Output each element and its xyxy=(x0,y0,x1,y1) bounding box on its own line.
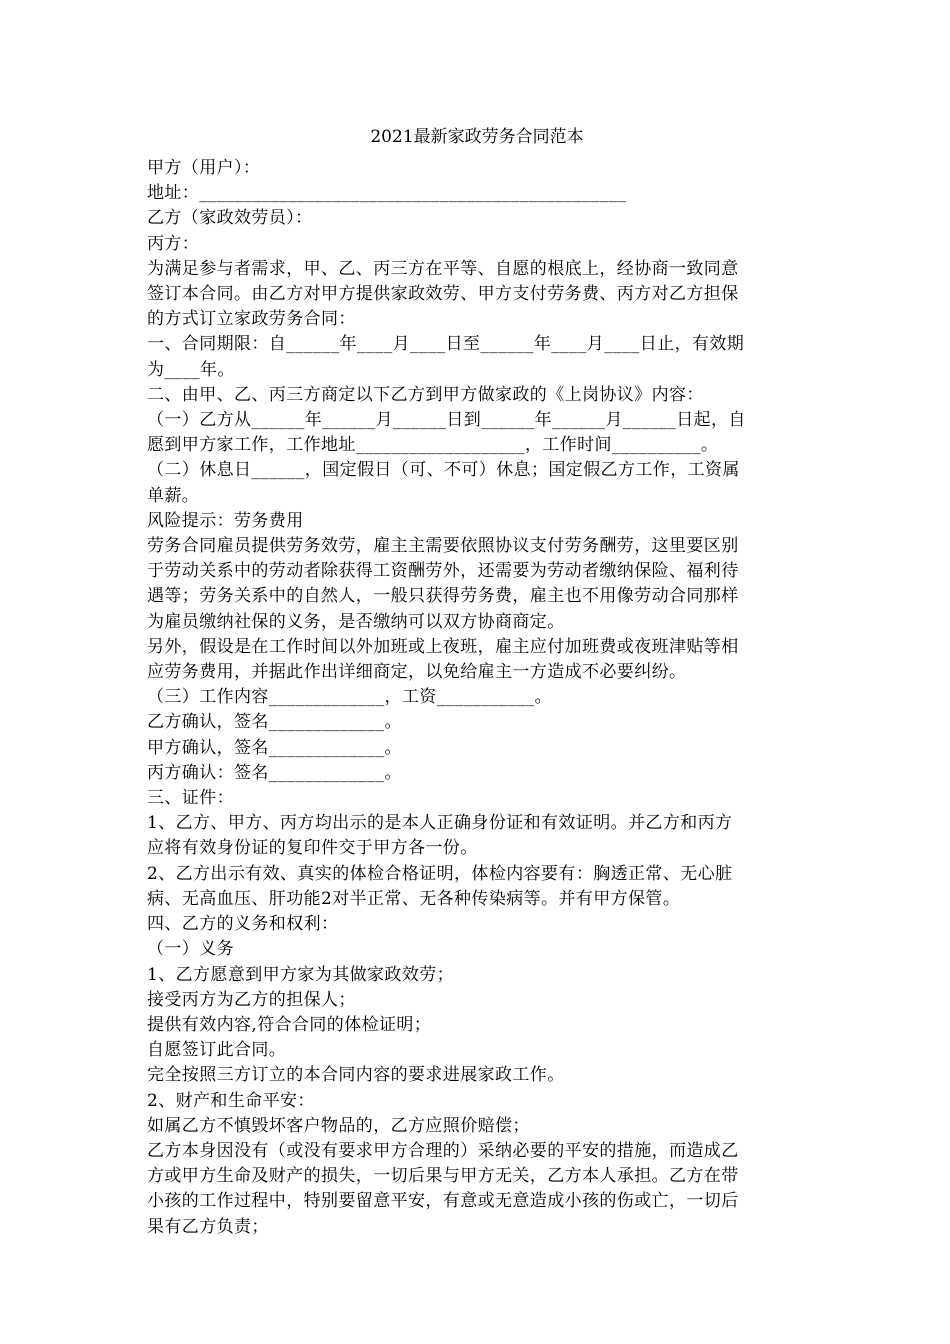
document-line: 自愿签订此合同。 xyxy=(147,1040,287,1061)
document-line: 2、财产和生命平安： xyxy=(147,1090,315,1111)
document-line: 丙方： xyxy=(147,233,200,254)
document-line: 2、乙方出示有效、真实的体检合格证明，体检内容要有：胸透正常、无心脏 xyxy=(147,863,733,884)
document-line: 应劳务费用，并据此作出详细商定，以免给雇主一方造成不必要纠纷。 xyxy=(147,662,687,683)
document-line: 劳务合同雇员提供劳务效劳，雇主主需要依照协议支付劳务酬劳，这里要区别 xyxy=(147,536,739,557)
document-line: 甲方确认，签名_____________。 xyxy=(147,737,402,758)
document-line: 果有乙方负责； xyxy=(147,1216,269,1237)
document-line: 如属乙方不慎毁坏客户物品的，乙方应照价赔偿； xyxy=(147,1115,530,1136)
document-line: （一）义务 xyxy=(147,939,234,960)
document-line: 1、乙方、甲方、丙方均出示的是本人正确身份证和有效证明。并乙方和丙方 xyxy=(147,813,733,834)
document-line: 风险提示：劳务费用 xyxy=(147,510,304,531)
document-line: （一）乙方从______年______月______日到______年______月______日起，自 xyxy=(147,410,746,431)
document-line: 1、乙方愿意到甲方家为其做家政效劳； xyxy=(147,964,455,985)
document-line: 乙方本身因没有（或没有要求甲方合理的）采纳必要的平安的措施，而造成乙 xyxy=(147,1140,739,1161)
document-line: 为雇员缴纳社保的义务，是否缴纳可以双方协商商定。 xyxy=(147,611,565,632)
document-line: 为满足参与者需求，甲、乙、丙三方在平等、自愿的根底上，经协商一致同意 xyxy=(147,258,739,279)
document-line: 方或甲方生命及财产的损失，一切后果与甲方无关，乙方本人承担。乙方在带 xyxy=(147,1166,739,1187)
document-page xyxy=(147,118,807,1240)
document-line: 乙方（家政效劳员）： xyxy=(147,208,313,229)
document-line: 愿到甲方家工作，工作地址___________________，工作时间__________。 xyxy=(147,435,719,456)
document-line: 地址：________________________________________________ xyxy=(147,183,627,204)
document-body xyxy=(147,156,807,1240)
document-line: 丙方确认：签名_____________。 xyxy=(147,762,402,783)
document-line: 于劳动关系中的劳动者除获得工资酬劳外，还需要为劳动者缴纳保险、福利待 xyxy=(147,561,739,582)
document-line: 乙方确认，签名_____________。 xyxy=(147,712,402,733)
document-line: 甲方（用户）： xyxy=(147,158,261,178)
document-title: 2021最新家政劳务合同范本 xyxy=(370,127,584,147)
document-line: 提供有效内容,符合合同的体检证明； xyxy=(147,1014,432,1035)
document-line: 遇等；劳务关系中的自然人，一般只获得劳务费，雇主也不用像劳动合同那样 xyxy=(147,586,739,607)
document-line: 一、合同期限：自______年____月____日至______年____月____日止，有效期 xyxy=(147,334,745,355)
document-line: 二、由甲、乙、丙三方商定以下乙方到甲方做家政的《上岗协议》内容： xyxy=(147,384,704,405)
document-line: 另外，假设是在工作时间以外加班或上夜班，雇主应付加班费或夜班津贴等相 xyxy=(147,636,739,657)
document-line: 签订本合同。由乙方对甲方提供家政效劳、甲方支付劳务费、丙方对乙方担保 xyxy=(147,284,739,305)
document-line: 为____年。 xyxy=(147,359,235,380)
document-line: 病、无高血压、肝功能2对半正常、无各种传染病等。并有甲方保管。 xyxy=(147,888,681,909)
document-line: 应将有效身份证的复印件交于甲方各一份。 xyxy=(147,838,478,859)
document-line: 小孩的工作过程中，特别要留意平安，有意或无意造成小孩的伤或亡，一切后 xyxy=(147,1191,739,1212)
document-line: （三）工作内容_____________，工资___________。 xyxy=(147,687,552,708)
document-line: （二）休息日______，国定假日（可、不可）休息；国定假乙方工作，工资属 xyxy=(147,460,740,481)
document-line: 单薪。 xyxy=(147,485,200,506)
document-line: 四、乙方的义务和权利： xyxy=(147,914,339,935)
document-line: 完全按照三方订立的本合同内容的要求进展家政工作。 xyxy=(147,1065,565,1086)
document-line: 三、证件： xyxy=(147,788,234,809)
document-line: 接受丙方为乙方的担保人； xyxy=(147,989,356,1010)
document-line: 的方式订立家政劳务合同： xyxy=(147,309,356,330)
